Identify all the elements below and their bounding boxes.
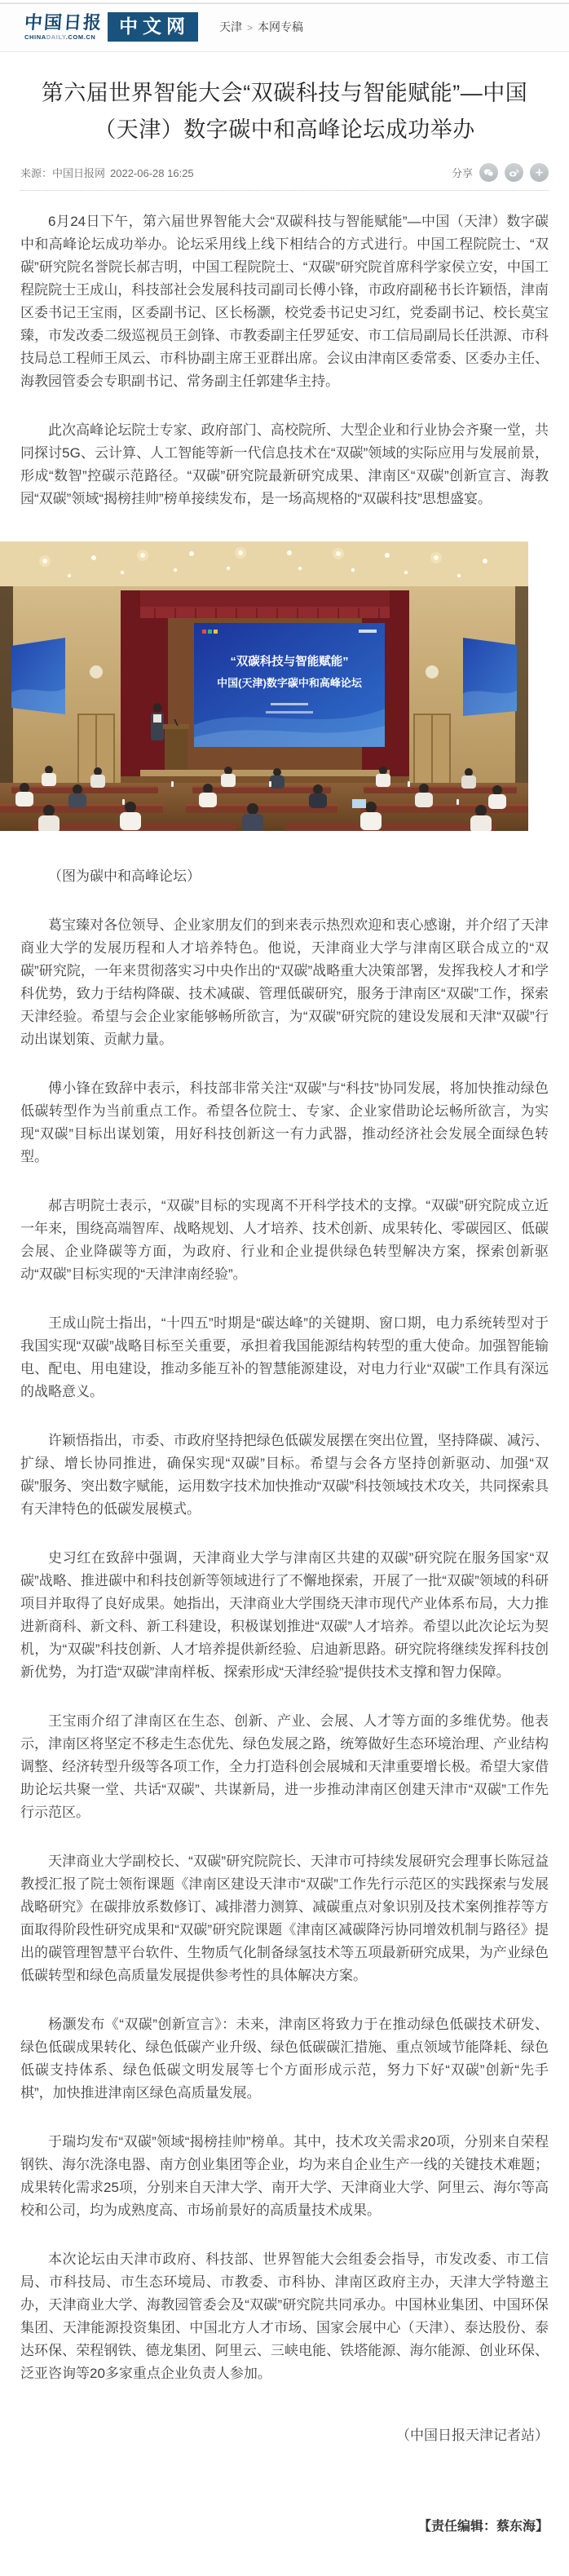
publish-time: 2022-06-28 16:25 xyxy=(110,166,194,179)
share-label: 分享 xyxy=(451,166,473,179)
article-paragraph: 王成山院士指出，“十四五”时期是“碳达峰”的关键期、窗口期，电力系统转型对于我国实现“双碳”战略目标至关重要，承担着我国能源结构转型的重大使命。加强智能输电、配电、用电建设，推动多能互补的智慧能源建设，对电力行业“双碳”工作具有深远的战略意义。 xyxy=(20,1315,549,1400)
breadcrumb-tianjin-link[interactable]: 天津 xyxy=(219,20,243,34)
right-vent xyxy=(426,665,439,678)
logo-domain-daily: DAILY xyxy=(46,33,66,41)
article-paragraph: 葛宝臻对各位领导、企业家朋友们的到来表示热烈欢迎和衷心感谢，并介绍了天津商业大学的发展历程和人才培养特色。他说，天津商业大学与津南区联合成立的“双碳”研究院，一年来贯彻落实习中央作出的“双碳”战略重大决策部署，发挥我校人才和学科优势，致力于结构降碳、技术减碳、管理低碳研究，服务于津南区“双碳”工作，探索天津经验。希望与会企业家能够畅所欲言，为“双碳”研究院的建设发展和天津“双碳”行动出谋划策、贡献力量。 xyxy=(20,917,549,1048)
photo-caption: （图为碳中和高峰论坛） xyxy=(48,868,201,885)
ceiling xyxy=(0,541,528,586)
editor-note: 【责任编辑：蔡东海】 xyxy=(417,2520,549,2534)
screen-subline1 xyxy=(271,703,308,705)
article-meta xyxy=(20,161,549,191)
article-body-after-photo xyxy=(20,914,549,2385)
article-paragraph: 本次论坛由天津市政府、科技部、世界智能大会组委会指导，市发改委、市工信局、市科技局、市生态环境局、市教委、市科协、津南区政府主办，天津大学特邀主办，天津商业大学、海教园管委会及“双碳”研究院共同承办。中国林业集团、中国环保集团、天津能源投资集团、中国北方人才市场、国家会展中心（天津）、泰达股份、泰达环保、荣程钢铁、德龙集团、阿里云、三峡电能、铁塔能源、海尔能源、创业环保、泛亚咨询等20多家重点企业负责人参加。 xyxy=(20,2251,549,2382)
logo-domain-comcn: .COM.CN xyxy=(65,33,96,41)
article-paragraph: 此次高峰论坛院士专家、政府部门、高校院所、大型企业和行业协会齐聚一堂，共同探讨5G、云计算、人工智能等新一代信息技术在“双碳”领域的实际应用与发展前景，形成“数智”控碳示范路径。“双碳”研究院最新研究成果、津南区“双碳”创新宣言、海教园“双碳”领域“揭榜挂帅”榜单接续发布，是一场高规格的“双碳科技”思想盛宴。 xyxy=(20,422,549,507)
reporter-note: （中国日报天津记者站） xyxy=(396,2428,549,2444)
article-source xyxy=(20,165,194,180)
chinadaily-logo-text xyxy=(24,11,104,41)
conference-photo-illustration xyxy=(0,541,528,831)
paragraphs-before-photo xyxy=(20,210,549,510)
article-paragraph: 史习红在致辞中强调，天津商业大学与津南区共建的双碳”研究院在服务国家“双碳”战略、推进碳中和科技创新等领域进行了不懈地探索，开展了一批“双碳”领域的科研项目并取得了良好成果。她指出，天津商业大学围绕天津市现代产业体系布局，大力推进新商科、新文科、新工科建设，积极谋划推进“双碳”人才培养。希望以此次论坛为契机，为“双碳”科技创新、人才培养提供新经验、启迪新思路。研究院将继续发挥科技创新优势，为打造“双碳”津南样板、探索形成“天津经验”提供技术支撑和智力保障。 xyxy=(20,1550,549,1681)
article-paragraph: 郝吉明院士表示，“双碳”目标的实现离不开科学技术的支撑。“双碳”研究院成立近一年来，围绕高端智库、战略规划、人才培养、技术创新、成果转化、零碳园区、低碳会展、企业降碳等方面，为政府、行业和企业提供绿色转型解决方案，探索创新驱动“双碳”目标实现的“天津津南经验”。 xyxy=(20,1198,549,1283)
left-vent xyxy=(90,665,103,678)
article-paragraph: 6月24日下午，第六届世界智能大会“双碳科技与智能赋能”—中国（天津）数字碳中和高峰论坛成功举办。论坛采用线上线下相结合的方式进行。中国工程院院士、“双碳”研究院名誉院长郝吉明，中国工程院院士、“双碳”研究院首席科学家侯立安，中国工程院院士王成山，科技部社会发展科技司副司长傅小锋，市政府副秘书长许颖悟，津南区委书记王宝雨，区委副书记、区长杨灏，校党委书记史习红，党委副书记、校长莫宝臻，市发改委二级巡视员王剑锋、市教委副主任罗延安、市工信局副局长任洪源、市科技局总工程师王凤云、市科协副主席王亚群出席。会议由津南区委常委、区委办主任、海教园管委会专职副书记、常务副主任郭建华主持。 xyxy=(20,214,549,390)
screen-title-line1: “双碳科技与智能赋能” xyxy=(230,656,349,669)
weibo-share-icon[interactable] xyxy=(505,163,523,182)
laptop xyxy=(352,799,366,808)
article-paragraph: 王宝雨介绍了津南区在生态、创新、产业、会展、人才等方面的多维优势。他表示，津南区将坚定不移走生态优先、绿色发展之路，统筹做好生态环境治理、产业结构调整、经济转型升级等各项工作，全力打造科创会展城和天津重要增长极。希望大家借助论坛共聚一堂、共话“双碳”、共谋新局，进一步推动津南区创建天津市“双碳”工作先行示范区。 xyxy=(20,1713,549,1821)
logo-domain xyxy=(24,34,103,41)
plus-share-icon[interactable] xyxy=(530,163,549,182)
logo-cn-characters: 中国日报 xyxy=(24,11,104,33)
article-paragraph: 天津商业大学副校长、“双碳”研究院院长、天津市可持续发展研究会理事长陈冠益教授汇报了院士领衔课题《津南区建设天津市“双碳”工作先行示范区的实践探索与发展战略研究》在碳排放系数修订、减排潜力测算、减碳重点对象识别及技术案例推荐等方面取得阶段性研究成果和“双碳”研究院课题《津南区减碳降污协同增效机制与路径》提出的碳管理智慧平台软件、生物质气化制备绿氢技术等五项最新研究成果，为产业绿色低碳转型和绿色高质量发展提供参考性的具体解决方案。 xyxy=(20,1854,549,1984)
conference-photo xyxy=(0,541,528,831)
site-header xyxy=(0,4,569,52)
chinadaily-logo[interactable] xyxy=(24,12,198,42)
article-body xyxy=(20,210,549,510)
breadcrumb-section-link[interactable]: 本网专稿 xyxy=(258,20,304,34)
paragraphs-after-photo xyxy=(20,914,549,2385)
screen-title-line2: 中国(天津)数字碳中和高峰论坛 xyxy=(217,677,362,690)
article-paragraph: 许颖悟指出，市委、市政府坚持把绿色低碳发展摆在突出位置，坚持降碳、减污、扩绿、增长协同推进，确保实现“双碳”目标。希望与会各方坚持创新驱动、加强“双碳”服务、突出数字赋能，运用数字技术加快推动“双碳”科技领域技术攻关，共同探索具有天津特色的低碳发展模式。 xyxy=(20,1433,549,1518)
breadcrumb xyxy=(219,19,303,35)
source-label: 来源：中国日报网 xyxy=(20,166,106,179)
article-paragraph: 于瑞均发布“双碳”领域“揭榜挂帅”榜单。其中，技术攻关需求20项，分别来自荣程钢铁、海尔洗涤电器、南方创业集团等企业，均为来自企业生产一线的关键技术难题；成果转化需求25项，分别来自天津大学、南开大学、天津商业大学、阿里云、海尔等高校和公司，均为成熟度高、市场前景好的高质量技术成果。 xyxy=(20,2134,549,2219)
share-toolbar xyxy=(452,163,549,182)
logo-domain-china: CHINA xyxy=(24,33,46,41)
article-paragraph: 傅小锋在致辞中表示，科技部非常关注“双碳”与“科技”协同发展，将加快推动绿色低碳转型作为当前重点工作。希望各位院士、专家、企业家借助论坛畅所欲言，为实现“双碳”目标出谋划策，用好科技创新这一有力武器，推动经济社会发展全面绿色转型。 xyxy=(20,1080,549,1165)
page-title: 第六届世界智能大会“双碳科技与智能赋能”—中国（天津）数字碳中和高峰论坛成功举办 xyxy=(41,81,528,143)
wechat-share-icon[interactable] xyxy=(479,163,498,182)
logo-zhongwenwang-box[interactable]: 中文网 xyxy=(108,12,198,42)
screen-subline2 xyxy=(266,711,313,714)
podium xyxy=(163,719,189,770)
stage-screen xyxy=(194,623,385,747)
breadcrumb-separator: > xyxy=(247,22,254,34)
article-paragraph: 杨灏发布《“双碳”创新宣言》：未来，津南区将致力于在推动绿色低碳技术研发、绿色低碳成果转化、绿色低碳产业升级、绿色低碳碳汇措施、重点领域节能降耗、绿色低碳支持体系、绿色低碳文明发展等七个方面形成示范，努力下好“双碳”创新“先手棋”，加快推进津南区绿色高质量发展。 xyxy=(20,2017,549,2101)
